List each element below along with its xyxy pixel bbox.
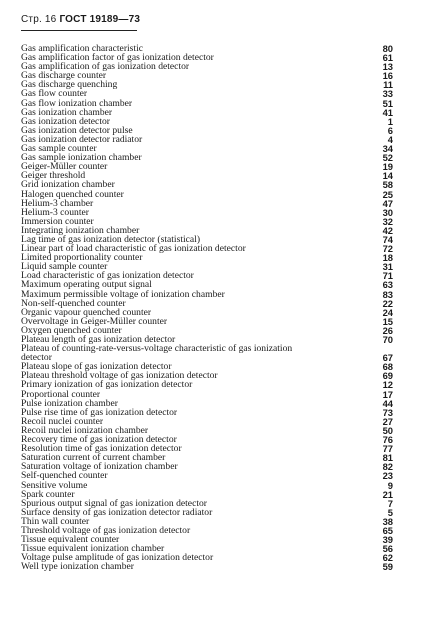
index-term: Gas amplification characteristic [21,43,143,54]
index-page-number: 27 [382,415,393,427]
index-term: Gas discharge counter [21,70,107,82]
index-page-number: 51 [382,97,393,109]
index-page-number: 11 [383,79,393,91]
index-entry [21,562,393,571]
index-term: Proportional counter [21,388,101,400]
index-page-number: 6 [387,124,393,136]
index-page-number: 9 [387,479,393,491]
index-term: Plateau of counting-rate-versus-voltage characteristic of gas ionization [21,343,293,355]
index-page-number: 52 [382,152,393,164]
index-page-number: 26 [382,324,393,336]
index-entry [21,344,393,353]
index-term: Gas discharge quenching [21,79,118,91]
index-term: Plateau threshold voltage of gas ionization detector [21,370,218,382]
index-term: Gas flow counter [21,88,88,100]
index-page-number: 61 [382,52,393,64]
index-term: Spark counter [21,488,75,500]
index-term: Tissue equivalent counter [21,534,120,546]
index-page-number: 81 [382,452,393,464]
index-term: Linear part of load characteristic of gas ionization detector [21,243,246,255]
index-term: Gas ionization chamber [21,106,113,118]
index-page-number: 19 [382,161,393,173]
index-page-number: 73 [382,406,393,418]
page-header [21,14,140,25]
index-term: Immersion counter [21,215,94,227]
index-term: Maximum operating output signal [21,279,152,291]
index-term: Plateau slope of gas ionization detector [21,361,172,373]
page-number-label: Стр. 16 [21,14,57,25]
index-term: Helium-3 counter [21,206,89,218]
index-term: Plateau length of gas ionization detector [21,334,176,345]
index-term: Gas amplification of gas ionization detector [21,61,190,73]
index-page-number: 14 [382,170,393,182]
index-page-number: 56 [382,543,393,555]
index-term: Liquid sample counter [21,261,108,273]
index-term: Surface density of gas ionization detector radiator [21,506,213,518]
index-page-number: 77 [382,443,393,455]
index-page-number: 34 [382,143,393,155]
index-term: Maximum permissible voltage of ionization chamber [21,288,225,300]
index-page-number: 33 [382,88,393,100]
index-page-number: 70 [382,334,393,345]
index-page-number: 15 [382,315,393,327]
index-term: Non-self-quenched counter [21,297,126,309]
index-page-number: 59 [382,561,393,573]
index-page-number: 17 [382,388,393,400]
index-term: Halogen quenched counter [21,188,124,200]
index-page-number: 50 [382,424,393,436]
index-page-number: 38 [382,515,393,527]
index-page-number: 25 [382,188,393,200]
index-term: Well type ionization chamber [21,561,134,573]
index-term: Gas flow ionization chamber [21,97,133,109]
index-term: Geiger threshold [21,170,86,182]
index-term: Recoil nuclei counter [21,415,104,427]
index-term: Voltage pulse amplitude of gas ionization detector [21,552,214,564]
index-term: Helium-3 chamber [21,197,94,209]
index-page-number: 32 [382,215,393,227]
index-page-number: 7 [387,497,393,509]
index-page-number: 69 [382,370,393,382]
index-page-number: 13 [382,61,393,73]
index-page-number: 42 [382,224,393,236]
index-term: Pulse rise time of gas ionization detector [21,406,178,418]
index-term: Oxygen quenched counter [21,324,122,336]
index-term: Sensitive volume [21,479,88,491]
index-page-number: 47 [382,197,393,209]
index-page-number: 21 [382,488,393,500]
index-term: Saturation current of current chamber [21,452,166,464]
index-page-number: 23 [382,470,393,482]
index-page-number: 1 [387,115,393,127]
standard-code: ГОСТ 19189—73 [59,14,141,25]
index-page-number: 22 [382,297,393,309]
index-term: Limited proportionality counter [21,252,143,264]
index-term: Threshold voltage of gas ionization detector [21,524,191,536]
index-term: detector [21,352,52,364]
index-term: Pulse ionization chamber [21,397,118,409]
index-term: Spurious output signal of gas ionization detector [21,497,207,509]
index-page-number: 58 [382,179,393,191]
index-page-number: 24 [382,306,393,318]
index-page-number: 12 [382,379,393,391]
index-page-number: 68 [382,361,393,373]
index-term: Gas sample ionization chamber [21,152,142,164]
index-page-number: 71 [382,270,393,282]
index-page-number: 82 [382,461,393,473]
index-term: Primary ionization of gas ionization detector [21,379,193,391]
index-page-number: 62 [382,552,393,564]
index-page-number: 31 [382,261,393,273]
index-entry [21,481,393,490]
index-page-number: 74 [382,233,393,245]
index-term: Integrating ionization chamber [21,224,140,236]
index-page-number: 41 [382,106,393,118]
index-page-number: 4 [387,133,393,145]
index-term: Lag time of gas ionization detector (statistical) [21,233,201,245]
index-term: Overvoltage in Geiger-Müller counter [21,315,168,327]
index-term: Gas ionization detector radiator [21,133,143,145]
index-term: Organic vapour quenched counter [21,306,152,318]
index-page-number: 44 [382,397,393,409]
index-term: Gas sample counter [21,143,97,155]
index-term: Gas ionization detector pulse [21,124,133,136]
index-term: Load characteristic of gas ionization detector [21,270,194,282]
index-term: Saturation voltage of ionization chamber [21,461,178,473]
index-term: Self-quenched counter [21,470,108,482]
term-index-list [21,44,393,571]
index-term: Geiger-Müller counter [21,161,108,173]
index-term: Tissue equivalent ionization chamber [21,543,165,555]
index-term: Thin wall counter [21,515,90,527]
index-term: Resolution time of gas ionization detector [21,443,182,455]
index-page-number: 65 [382,524,393,536]
index-page-number: 63 [382,279,393,291]
index-page-number: 83 [382,288,393,300]
header-rule [21,30,137,31]
index-page-number: 80 [382,43,393,54]
index-term: Gas amplification factor of gas ionization detector [21,52,214,64]
index-term: Recovery time of gas ionization detector [21,434,177,446]
index-term: Grid ionization chamber [21,179,115,191]
index-page-number: 39 [382,534,393,546]
index-page-number: 67 [382,352,393,364]
index-page-number: 30 [382,206,393,218]
index-term: Gas ionization detector [21,115,110,127]
index-term: Recoil nuclei ionization chamber [21,424,149,436]
index-page-number: 5 [387,506,393,518]
index-page-number: 76 [382,434,393,446]
index-page-number: 72 [382,243,393,255]
index-page-number: 18 [382,252,393,264]
index-page-number: 16 [382,70,393,82]
